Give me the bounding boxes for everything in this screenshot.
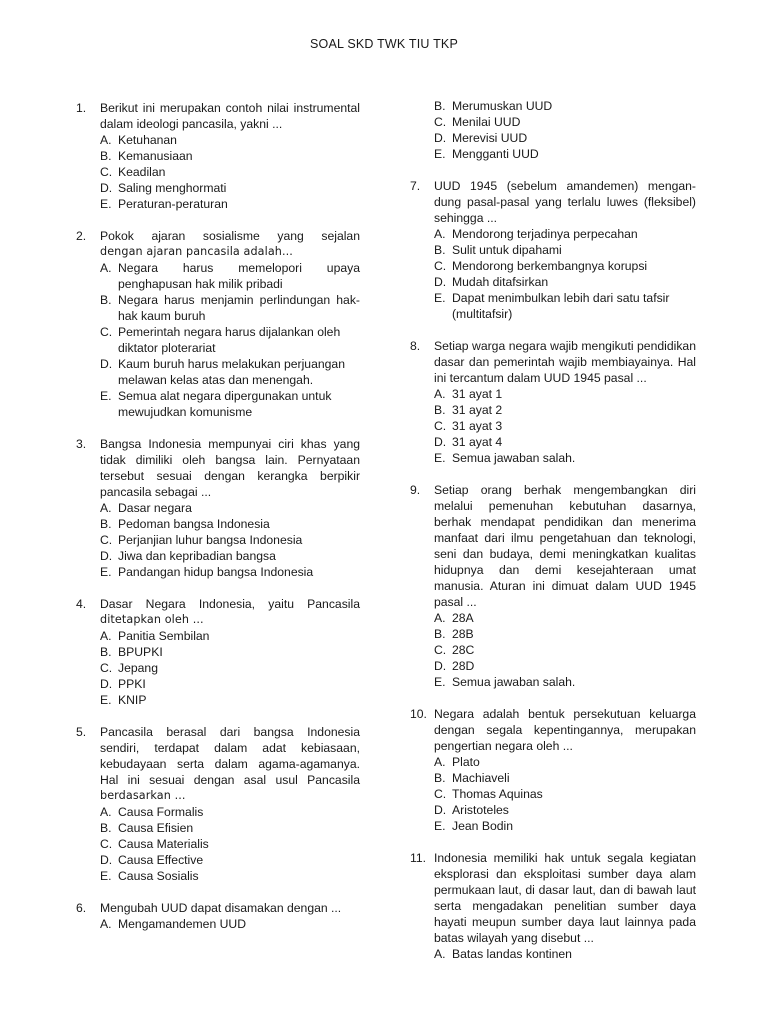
question-1 — [76, 100, 360, 212]
option-text: Dasar negara — [118, 501, 192, 515]
question-text: Pancasila berasal dari bangsa Indonesia sendiri, terdapat dalam adat kebiasaan, kebudayaan serta dalam agama-agamanya. Hal ini sesuai dengan asal usul Pancasila — [100, 725, 360, 787]
option-d — [100, 548, 360, 564]
question-10 — [410, 706, 696, 834]
option-letter: D. — [100, 357, 113, 371]
option-e — [434, 818, 696, 834]
question-2 — [76, 228, 360, 420]
option-letter: B. — [434, 403, 446, 417]
option-letter: A. — [100, 917, 112, 931]
option-text: Mendorong terjadinya perpecahan — [452, 227, 638, 241]
option-text: Merevisi UUD — [452, 131, 528, 145]
option-c — [434, 418, 696, 434]
spacer — [410, 322, 696, 338]
option-b — [434, 770, 696, 786]
option-text: Jepang — [118, 661, 158, 675]
option-d — [434, 434, 696, 450]
option-letter: B. — [434, 99, 446, 113]
option-text: 28C — [452, 643, 475, 657]
option-text: Perjanjian luhur bangsa Indonesia — [118, 533, 303, 547]
option-e — [434, 450, 696, 466]
spacer — [76, 212, 360, 228]
question-8 — [410, 338, 696, 466]
option-d — [434, 658, 696, 674]
option-letter: B. — [100, 645, 112, 659]
option-d — [100, 852, 360, 868]
option-text: Jean Bodin — [452, 819, 513, 833]
option-letter: B. — [100, 293, 112, 307]
question-number: 9. — [410, 483, 421, 497]
question-number: 2. — [76, 229, 87, 243]
question-number: 4. — [76, 597, 87, 611]
question-text: Setiap orang berhak mengembangkan diri melalui pemenuhan kebutuhan dasarnya, berhak mendapat pendidikan dan menerima manfaat dari ilmu pengetahuan dan teknologi, seni dan budaya, demi meningkatkan kualitas hidupnya dan demi kesejahteraan umat manusia. Aturan ini dimuat dalam UUD 1945 pasal ... — [434, 483, 696, 609]
option-text: Merumuskan UUD — [452, 99, 553, 113]
option-d — [100, 676, 360, 692]
option-e — [100, 692, 360, 708]
option-b — [100, 820, 360, 836]
options-list — [100, 628, 360, 708]
option-letter: C. — [100, 661, 113, 675]
option-text: Machiaveli — [452, 771, 510, 785]
question-number: 7. — [410, 179, 421, 193]
question-number: 10. — [410, 707, 427, 721]
option-letter: C. — [434, 419, 447, 433]
question-4 — [76, 596, 360, 708]
question-number: 6. — [76, 901, 87, 915]
option-c — [100, 164, 360, 180]
option-letter: B. — [434, 627, 446, 641]
option-e — [100, 196, 360, 212]
option-c — [100, 324, 360, 356]
option-letter: B. — [100, 821, 112, 835]
option-letter: A. — [434, 387, 446, 401]
option-letter: E. — [100, 693, 112, 707]
option-letter: C. — [434, 643, 447, 657]
spacer — [76, 884, 360, 900]
option-letter: D. — [100, 677, 113, 691]
option-d — [100, 180, 360, 196]
options-list — [100, 916, 360, 932]
left-column — [76, 100, 360, 932]
option-a — [434, 754, 696, 770]
option-text: Mengganti UUD — [452, 147, 539, 161]
option-d — [434, 130, 696, 146]
option-text: 28D — [452, 659, 475, 673]
question-number: 5. — [76, 725, 87, 739]
options-list — [434, 754, 696, 834]
option-letter: A. — [434, 611, 446, 625]
options-list — [434, 946, 696, 962]
question-6 — [76, 900, 360, 932]
option-text: Ketuhanan — [118, 133, 177, 147]
option-c — [434, 258, 696, 274]
option-d — [100, 356, 360, 388]
option-b — [434, 242, 696, 258]
option-e — [100, 388, 360, 420]
option-letter: C. — [100, 325, 113, 339]
question-9 — [410, 482, 696, 690]
option-text: Causa Efisien — [118, 821, 194, 835]
question-text-continued: berdasarkan ... — [100, 789, 186, 802]
option-letter: A. — [100, 133, 112, 147]
option-text: Jiwa dan kepribadian bangsa — [118, 549, 276, 563]
option-text: Panitia Sembilan — [118, 629, 210, 643]
option-text: Thomas Aquinas — [452, 787, 543, 801]
option-letter: C. — [100, 837, 113, 851]
question-text: Negara adalah bentuk persekutuan keluarga dengan segala kepentingannya, merupakan pengertian negara oleh ... — [434, 707, 696, 753]
spacer — [410, 162, 696, 178]
option-letter: B. — [434, 243, 446, 257]
option-text: Mudah ditafsirkan — [452, 275, 549, 289]
option-letter: A. — [434, 227, 446, 241]
option-b — [434, 402, 696, 418]
option-text: Mengamandemen UUD — [118, 917, 247, 931]
question-text: Dasar Negara Indonesia, yaitu Pancasila — [100, 597, 360, 611]
option-letter: B. — [434, 771, 446, 785]
option-text: Mendorong berkembangnya korupsi — [452, 259, 648, 273]
option-letter: E. — [434, 291, 446, 305]
option-letter: D. — [434, 659, 447, 673]
option-e — [434, 290, 696, 322]
question-text: Bangsa Indonesia mempunyai ciri khas yang tidak dimiliki oleh bangsa lain. Pernyataan tersebut sesuai dengan kerangka berpikir pancasila sebagai ... — [100, 437, 360, 499]
option-a — [434, 946, 696, 962]
option-letter: E. — [434, 819, 446, 833]
option-text: PPKI — [118, 677, 146, 691]
option-text: Causa Materialis — [118, 837, 209, 851]
option-a — [100, 804, 360, 820]
spacer — [410, 466, 696, 482]
option-a — [100, 500, 360, 516]
spacer — [410, 834, 696, 850]
options-list — [434, 98, 696, 162]
question-number: 11. — [410, 851, 427, 865]
option-c — [434, 114, 696, 130]
options-list — [100, 804, 360, 884]
option-text: 31 ayat 1 — [452, 387, 503, 401]
question-text: Berikut ini merupakan contoh nilai instrumental dalam ideologi pancasila, yakni ... — [100, 101, 360, 131]
option-text: Pemerintah negara harus dijalankan oleh diktator ploterariat — [118, 325, 341, 355]
question-6-continued — [410, 98, 696, 162]
question-text-continued: ditetapkan oleh ... — [100, 613, 204, 626]
question-text: Pokok ajaran sosialisme yang sejalan — [100, 229, 360, 243]
option-text: Causa Effective — [118, 853, 204, 867]
option-letter: A. — [434, 947, 446, 961]
option-text: Plato — [452, 755, 480, 769]
question-text: Indonesia memiliki hak untuk segala kegiatan eksplorasi dan eksploitasi sumber daya alam permukaan laut, di dasar laut, dan di bawah laut serta mengadakan penelitian sumber daya hayati meupun sumber daya laut lainnya pada batas wilayah yang disebut ... — [434, 851, 696, 945]
option-letter: A. — [100, 501, 112, 515]
option-text: Kemanusiaan — [118, 149, 193, 163]
option-text: Pedoman bangsa Indonesia — [118, 517, 270, 531]
option-text: Peraturan-peraturan — [118, 197, 228, 211]
option-c — [434, 786, 696, 802]
option-a — [100, 916, 360, 932]
options-list — [434, 610, 696, 690]
option-text: Pandangan hidup bangsa Indonesia — [118, 565, 314, 579]
option-a — [434, 386, 696, 402]
option-b — [100, 644, 360, 660]
question-5 — [76, 724, 360, 884]
option-a — [434, 226, 696, 242]
option-text: Keadilan — [118, 165, 166, 179]
option-letter: B. — [100, 149, 112, 163]
option-text: KNIP — [118, 693, 147, 707]
option-letter: E. — [434, 451, 446, 465]
option-b — [434, 98, 696, 114]
options-list — [434, 386, 696, 466]
question-text: Setiap warga negara wajib mengikuti pendidikan dasar dan pemerintah wajib membiayainya. Hal ini tercantum dalam UUD 1945 pasal ... — [434, 339, 696, 385]
option-text: 31 ayat 4 — [452, 435, 503, 449]
option-text: Sulit untuk dipahami — [452, 243, 562, 257]
option-e — [100, 564, 360, 580]
option-letter: A. — [100, 629, 112, 643]
option-text: Aristoteles — [452, 803, 509, 817]
option-letter: E. — [100, 389, 112, 403]
spacer — [76, 420, 360, 436]
option-text: Batas landas kontinen — [452, 947, 572, 961]
question-number: 1. — [76, 101, 87, 115]
option-a — [100, 132, 360, 148]
option-text: Causa Sosialis — [118, 869, 199, 883]
options-list — [100, 132, 360, 212]
spacer — [76, 708, 360, 724]
option-c — [100, 660, 360, 676]
option-c — [100, 836, 360, 852]
option-a — [100, 628, 360, 644]
question-text: Mengubah UUD dapat disamakan dengan ... — [100, 901, 342, 915]
option-text: Causa Formalis — [118, 805, 204, 819]
option-text: Semua jawaban salah. — [452, 451, 576, 465]
option-text: Kaum buruh harus melakukan perjuangan melawan kelas atas dan menengah. — [118, 357, 345, 387]
page-title: SOAL SKD TWK TIU TKP — [309, 37, 459, 51]
question-number: 8. — [410, 339, 421, 353]
option-text: Menilai UUD — [452, 115, 521, 129]
option-letter: E. — [100, 197, 112, 211]
option-e — [434, 674, 696, 690]
option-text: BPUPKI — [118, 645, 163, 659]
option-letter: D. — [100, 853, 113, 867]
option-text: 28A — [452, 611, 474, 625]
option-text: 28B — [452, 627, 474, 641]
question-3 — [76, 436, 360, 580]
option-e — [434, 146, 696, 162]
option-letter: C. — [100, 533, 113, 547]
option-letter: C. — [434, 259, 447, 273]
options-list — [100, 260, 360, 420]
option-letter: C. — [100, 165, 113, 179]
spacer — [76, 580, 360, 596]
option-e — [100, 868, 360, 884]
option-text: Semua alat negara dipergunakan untuk mewujudkan komunisme — [118, 389, 332, 419]
option-b — [100, 148, 360, 164]
option-b — [434, 626, 696, 642]
option-letter: A. — [100, 805, 112, 819]
option-c — [100, 532, 360, 548]
options-list — [434, 226, 696, 322]
option-text: Saling menghormati — [118, 181, 227, 195]
question-text: UUD 1945 (sebelum amandemen) mengan-dung pasal-pasal yang terlalu luwes (fleksibel) sehingga ... — [434, 179, 696, 225]
option-b — [100, 516, 360, 532]
option-text: 31 ayat 2 — [452, 403, 503, 417]
option-text: Negara harus menjamin perlindungan hak-hak kaum buruh — [118, 293, 360, 323]
spacer — [410, 690, 696, 706]
option-text: Semua jawaban salah. — [452, 675, 576, 689]
question-text-continued: dengan ajaran pancasila adalah... — [100, 245, 293, 258]
option-letter: D. — [100, 549, 113, 563]
option-letter: C. — [434, 787, 447, 801]
option-letter: D. — [100, 181, 113, 195]
option-letter: C. — [434, 115, 447, 129]
option-c — [434, 642, 696, 658]
question-11 — [410, 850, 696, 962]
option-a — [434, 610, 696, 626]
right-column — [410, 98, 696, 962]
option-letter: E. — [434, 675, 446, 689]
option-d — [434, 274, 696, 290]
option-text: Dapat menimbulkan lebih dari satu tafsir (multitafsir) — [452, 291, 670, 321]
option-letter: D. — [434, 435, 447, 449]
option-b — [100, 292, 360, 324]
option-letter: A. — [434, 755, 446, 769]
question-7 — [410, 178, 696, 322]
option-letter: D. — [434, 275, 447, 289]
option-letter: D. — [434, 803, 447, 817]
option-letter: E. — [100, 869, 112, 883]
option-a — [100, 260, 360, 292]
option-letter: B. — [100, 517, 112, 531]
option-letter: D. — [434, 131, 447, 145]
question-number: 3. — [76, 437, 87, 451]
option-text: Negara harus memelopori upaya penghapusan hak milik pribadi — [118, 261, 360, 291]
option-letter: E. — [100, 565, 112, 579]
option-d — [434, 802, 696, 818]
option-text: 31 ayat 3 — [452, 419, 503, 433]
options-list — [100, 500, 360, 580]
option-letter: A. — [100, 261, 112, 275]
option-letter: E. — [434, 147, 446, 161]
